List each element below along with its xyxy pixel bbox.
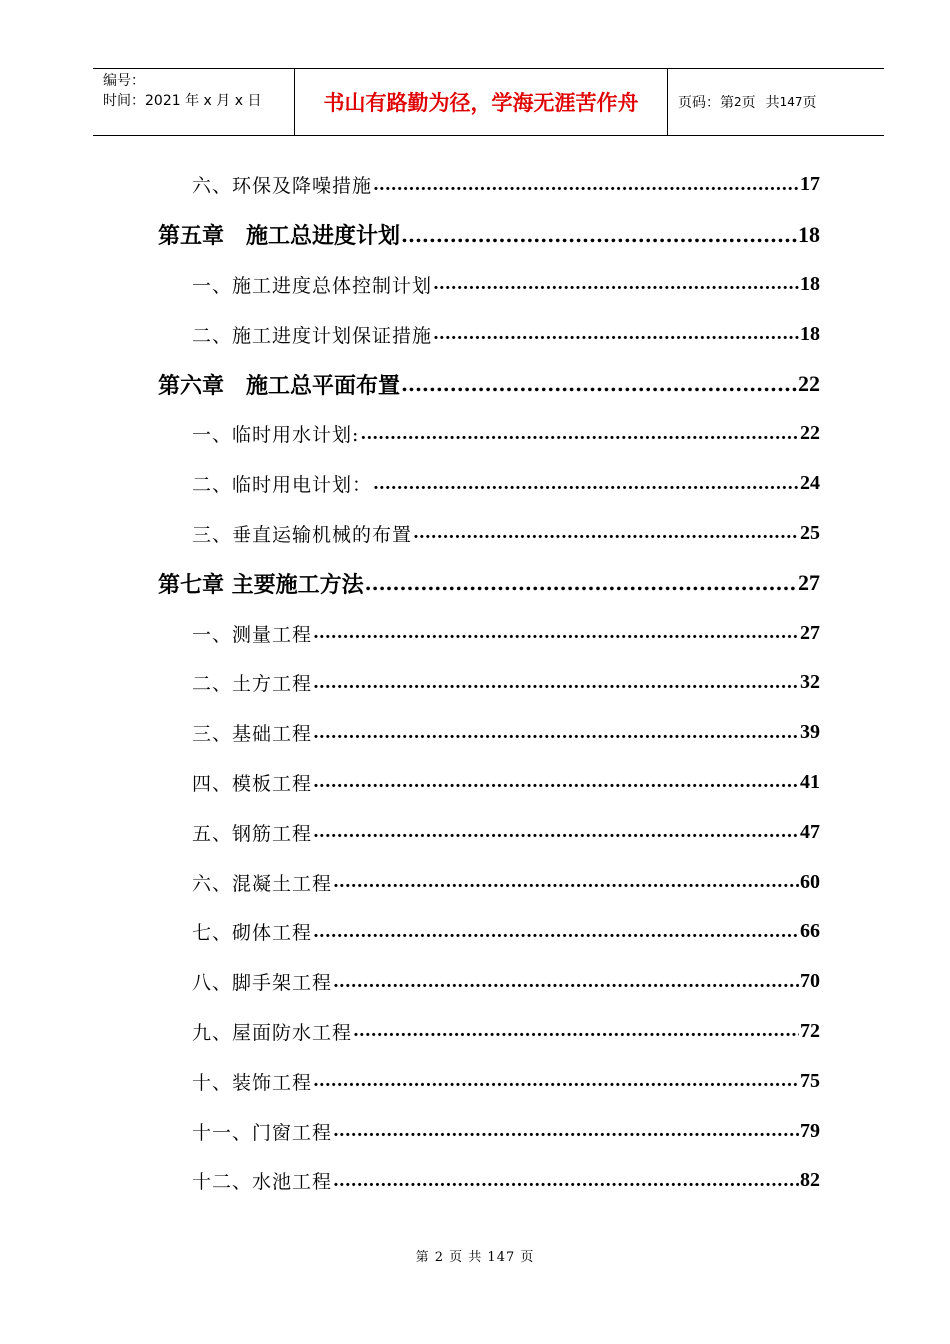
toc-dot-leader xyxy=(365,571,797,595)
toc-entry-title: 二、临时用电计划： xyxy=(192,474,373,497)
toc-entry-title: 一、临时用水计划: xyxy=(192,424,360,447)
toc-entry-page-number: 72 xyxy=(800,1019,820,1042)
toc-section-entry[interactable] xyxy=(158,608,820,658)
toc-section-entry[interactable] xyxy=(158,658,820,708)
toc-chapter-entry[interactable] xyxy=(158,558,820,608)
toc-entry-page-number: 22 xyxy=(798,371,820,397)
toc-section-entry[interactable] xyxy=(158,1056,820,1106)
toc-entry-title: 第六章 施工总平面布置 xyxy=(158,373,401,399)
toc-section-entry[interactable] xyxy=(158,857,820,907)
page-header xyxy=(93,68,884,136)
toc-entry-page-number: 24 xyxy=(800,472,820,495)
toc-dot-leader xyxy=(313,772,799,792)
toc-entry-page-number: 60 xyxy=(800,870,820,893)
toc-entry-title: 一、施工进度总体控制计划 xyxy=(192,274,433,297)
page-unit: 页 xyxy=(741,95,756,111)
toc-dot-leader xyxy=(333,872,799,892)
toc-section-entry[interactable] xyxy=(158,260,820,310)
total-unit: 页 xyxy=(802,95,817,111)
header-meta xyxy=(93,69,295,135)
table-of-contents xyxy=(158,160,820,1206)
page-total: 147 xyxy=(779,95,803,109)
toc-entry-title: 十、装饰工程 xyxy=(192,1071,313,1094)
toc-entry-page-number: 32 xyxy=(800,671,820,694)
toc-entry-title: 六、混凝土工程 xyxy=(192,872,333,895)
toc-entry-page-number: 27 xyxy=(800,621,820,644)
toc-section-entry[interactable] xyxy=(158,957,820,1007)
toc-entry-page-number: 47 xyxy=(800,820,820,843)
toc-section-entry[interactable] xyxy=(158,907,820,957)
toc-dot-leader xyxy=(333,1121,799,1141)
page-current: 2 xyxy=(734,95,742,109)
toc-dot-leader xyxy=(433,324,799,344)
toc-section-entry[interactable] xyxy=(158,807,820,857)
toc-dot-leader xyxy=(413,523,799,543)
toc-entry-page-number: 66 xyxy=(800,920,820,943)
toc-entry-title: 十二、水池工程 xyxy=(192,1171,333,1194)
toc-dot-leader xyxy=(433,274,799,294)
toc-entry-page-number: 41 xyxy=(800,770,820,793)
header-motto: 书山有路勤为径，学海无涯苦作舟 xyxy=(295,69,668,135)
toc-section-entry[interactable] xyxy=(158,160,820,210)
toc-entry-title: 七、砌体工程 xyxy=(192,922,313,945)
toc-dot-leader xyxy=(313,673,799,693)
toc-entry-title: 八、脚手架工程 xyxy=(192,972,333,995)
toc-entry-title: 九、屋面防水工程 xyxy=(192,1021,353,1044)
toc-chapter-entry[interactable] xyxy=(158,359,820,409)
toc-entry-page-number: 18 xyxy=(800,272,820,295)
toc-entry-page-number: 39 xyxy=(800,721,820,744)
toc-section-entry[interactable] xyxy=(158,309,820,359)
toc-entry-title: 十一、门窗工程 xyxy=(192,1121,333,1144)
toc-entry-page-number: 27 xyxy=(798,570,820,596)
toc-dot-leader xyxy=(313,623,799,643)
toc-entry-page-number: 25 xyxy=(800,521,820,544)
total-label: 共 xyxy=(765,95,780,111)
toc-entry-title: 第七章 主要施工方法 xyxy=(158,572,364,598)
toc-entry-title: 一、测量工程 xyxy=(192,623,313,646)
toc-entry-page-number: 75 xyxy=(800,1069,820,1092)
page-footer: 第 2 页 共 147 页 xyxy=(415,1250,535,1265)
toc-dot-leader xyxy=(313,922,799,942)
header-page-info xyxy=(668,69,884,135)
toc-entry-page-number: 18 xyxy=(800,322,820,345)
toc-section-entry[interactable] xyxy=(158,1156,820,1206)
toc-dot-leader xyxy=(333,972,799,992)
toc-dot-leader xyxy=(353,1021,799,1041)
toc-entry-page-number: 18 xyxy=(798,221,820,247)
toc-entry-title: 第五章 施工总进度计划 xyxy=(158,224,401,250)
time-label: 时间：2021 年 x 月 x 日 xyxy=(103,93,262,109)
toc-section-entry[interactable] xyxy=(158,1106,820,1156)
toc-dot-leader xyxy=(373,474,799,494)
toc-chapter-entry[interactable] xyxy=(158,210,820,260)
toc-dot-leader xyxy=(313,822,799,842)
toc-entry-page-number: 70 xyxy=(800,970,820,993)
page-label: 页码：第 xyxy=(678,95,734,111)
toc-entry-title: 三、基础工程 xyxy=(192,723,313,746)
toc-entry-title: 五、钢筋工程 xyxy=(192,822,313,845)
toc-entry-title: 六、环保及降噪措施 xyxy=(192,175,373,198)
number-label: 编号： xyxy=(103,73,145,89)
toc-entry-title: 四、模板工程 xyxy=(192,772,313,795)
toc-entry-page-number: 22 xyxy=(800,422,820,445)
toc-dot-leader xyxy=(313,723,799,743)
toc-entry-page-number: 82 xyxy=(800,1169,820,1192)
toc-entry-page-number: 79 xyxy=(800,1119,820,1142)
toc-dot-leader xyxy=(401,223,797,247)
toc-section-entry[interactable] xyxy=(158,758,820,808)
toc-section-entry[interactable] xyxy=(158,1007,820,1057)
toc-dot-leader xyxy=(401,372,797,396)
toc-section-entry[interactable] xyxy=(158,459,820,509)
toc-dot-leader xyxy=(373,175,799,195)
toc-section-entry[interactable] xyxy=(158,708,820,758)
toc-section-entry[interactable] xyxy=(158,409,820,459)
toc-entry-title: 三、垂直运输机械的布置 xyxy=(192,523,413,546)
toc-entry-title: 二、施工进度计划保证措施 xyxy=(192,324,433,347)
toc-dot-leader xyxy=(313,1071,799,1091)
toc-dot-leader xyxy=(360,424,799,444)
toc-entry-title: 二、土方工程 xyxy=(192,673,313,696)
toc-entry-page-number: 17 xyxy=(800,173,820,196)
toc-dot-leader xyxy=(333,1171,799,1191)
toc-section-entry[interactable] xyxy=(158,509,820,559)
